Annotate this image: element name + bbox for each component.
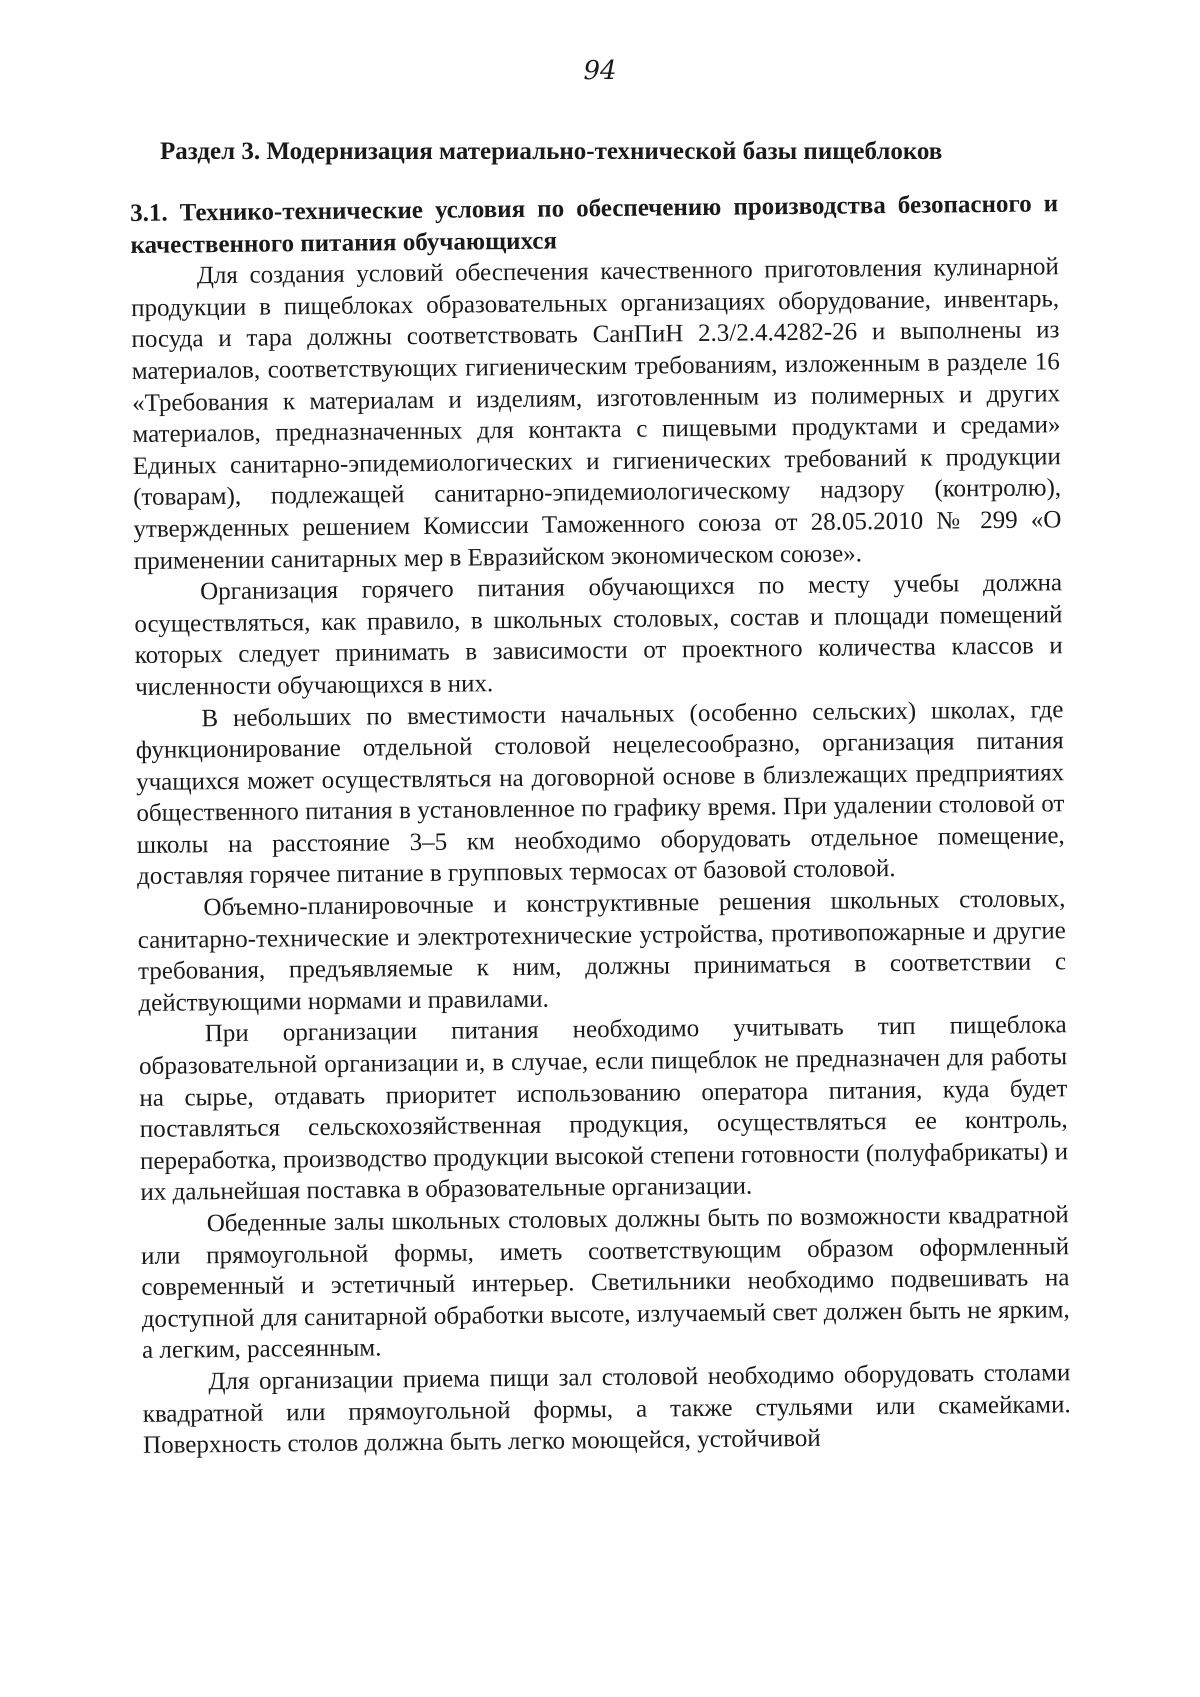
paragraph-4: Объемно-планировочные и конструктивные решения школьных столовых, санитарно-технические и электротехнические устройства, противопожарные и другие требования, предъявляемые к ним, должны приниматься в соответствии с действующими нормами и правилами.	[137, 885, 1067, 1017]
subsection-title: 3.1. Технико-технические условия по обеспечению производства безопасного и качественного питания обучающихся	[130, 190, 1059, 259]
paragraph-3: В небольших по вместимости начальных (особенно сельских) школах, где функционирование отдельной столовой нецелесообразно, организация питания учащихся может осуществляться на договорной основе в близлежащих предприятиях общественного питания в установленное по графику время. При удалении столовой от школы на расстояние 3–5 км необходимо оборудовать отдельное помещение, доставляя горячее питание в групповых термосах от базовой столовой.	[135, 695, 1065, 891]
paragraph-2: Организация горячего питания обучающихся по месту учебы должна осуществляться, как правило, в школьных столовых, состав и площади помещений которых следует принимать в зависимости от проектного количества классов и численности обучающихся в них.	[134, 569, 1063, 701]
paragraph-1: Для создания условий обеспечения качественного приготовления кулинарной продукции в пищеблоках образовательных организациях оборудование, инвентарь, посуда и тара должны соответствовать СанПиН 2.3/2.4.4282-26 и выполнены из материалов, соответствующих гигиеническим требованиям, изложенным в разделе 16 «Требования к материалам и изделиям, изготовленным из полимерных и других материалов, предназначенных для контакта с пищевыми продуктами и средами» Единых санитарно-эпидемиологических и гигиенических требований к продукции (товарам), подлежащей санитарно-эпидемиологическому надзору (контролю), утвержденных решением Комиссии Таможенного союза от 28.05.2010 № 299 «О применении санитарных мер в Евразийском экономическом союзе».	[131, 253, 1062, 575]
section-title: Раздел 3. Модернизация материально-технической базы пищеблоков	[160, 138, 943, 165]
document-body	[130, 188, 1071, 1461]
paragraph-6: Обеденные залы школьных столовых должны быть по возможности квадратной или прямоугольной формы, иметь соответствующим образом оформленный современный и эстетичный интерьер. Светильники необходимо подвешивать на доступной для санитарной обработки высоте, излучаемый свет должен быть не ярким, а легким, рассеянным.	[140, 1201, 1070, 1365]
paragraph-5: При организации питания необходимо учитывать тип пищеблока образовательной организации и, в случае, если пищеблок не предназначен для работы на сырье, отдавать приоритет использованию оператора питания, куда будет поставляться сельскохозяйственная продукция, осуществляться ее контроль, переработка, производство продукции высокой степени готовности (полуфабрикаты) и их дальнейшая поставка в образовательные организации.	[138, 1011, 1069, 1207]
paragraph-7: Для организации приема пищи зал столовой необходимо оборудовать столами квадратной или прямоугольной формы, а также стульями или скамейками. Поверхность столов должна быть легко моющейся, устойчивой	[142, 1359, 1071, 1460]
page-number: 94	[583, 56, 617, 86]
